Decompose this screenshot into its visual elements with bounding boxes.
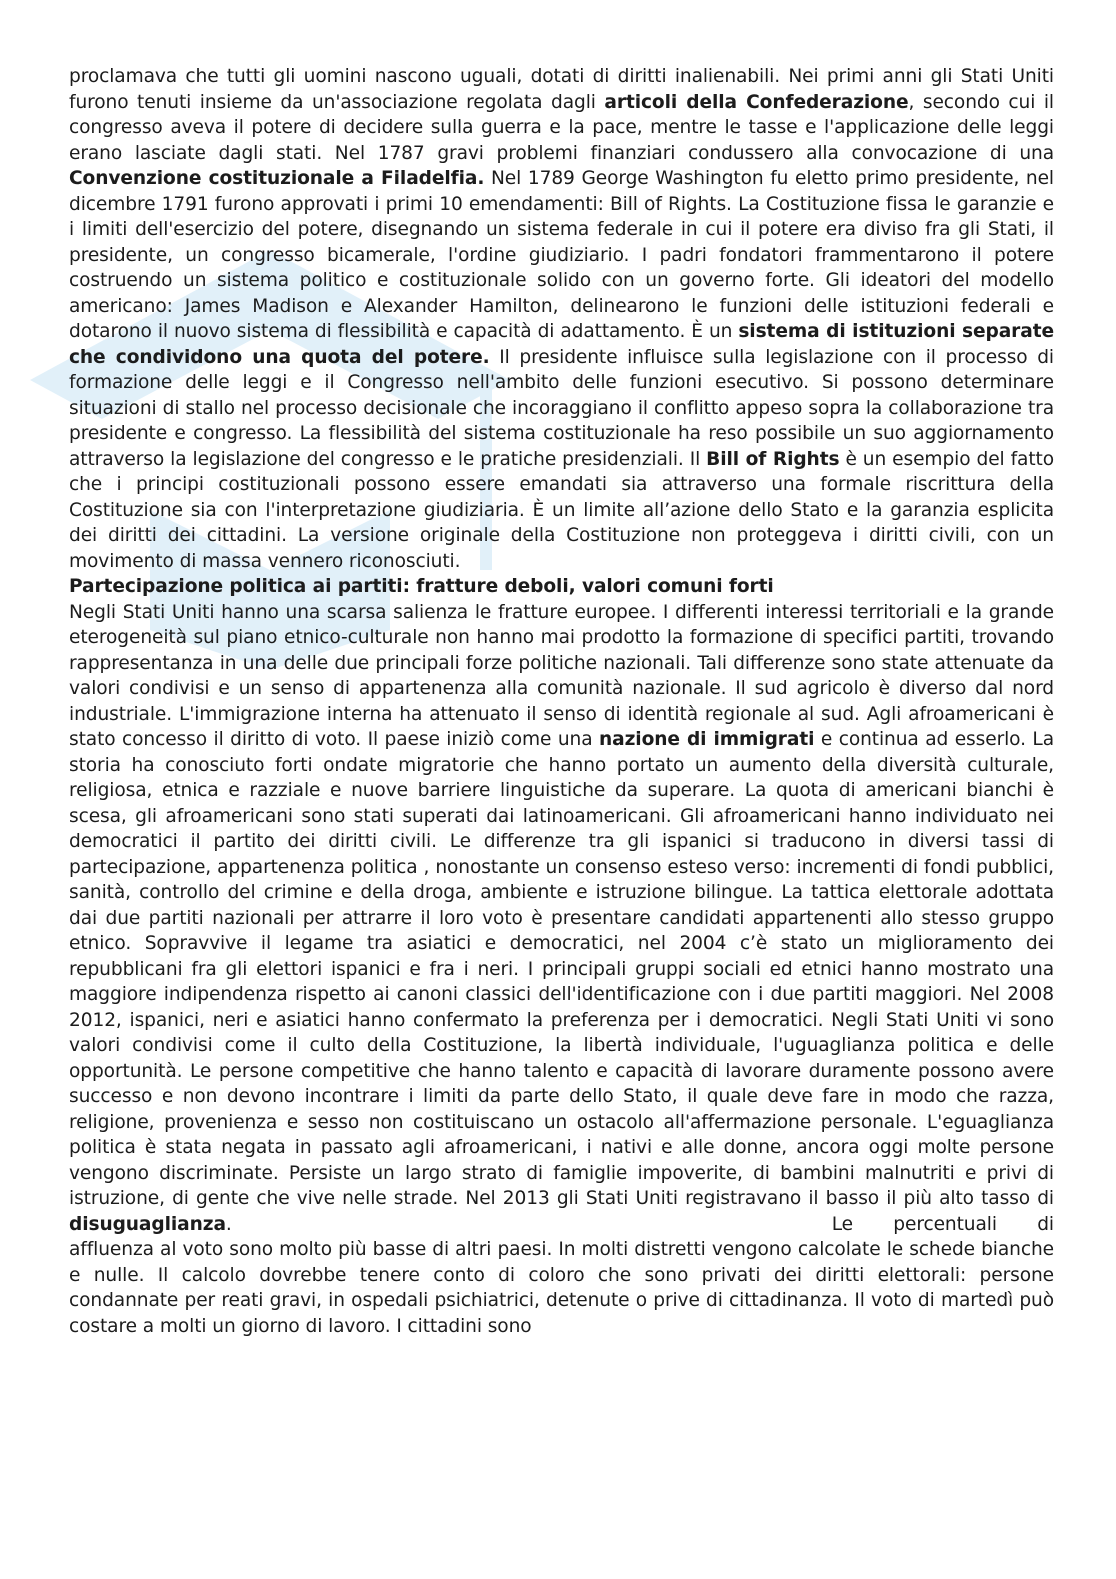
- bold-term-disuguaglianza: disuguaglianza: [69, 1213, 226, 1235]
- bold-term-bill-of-rights: Bill of Rights: [706, 448, 840, 470]
- section-heading: Partecipazione politica ai partiti: fratture deboli, valori comuni forti: [69, 576, 774, 597]
- bold-term-convenzione: Convenzione costituzionale a Filadelfia.: [69, 168, 485, 189]
- document-body: [69, 64, 1054, 1339]
- paragraph-participation: Negli Stati Uniti hanno una scarsa salienza le fratture europee. I differenti interessi territoriali e la grande eterogeneità sul piano etnico-culturale non hanno mai prodotto la formazione di specifici partiti, trovando rappresentanza in una delle due principali forze politiche nazionali. Tali differenze sono state attenuate da valori condivisi e un senso di appartenenza alla comunità nazionale. Il sud agricolo è diverso dal nord industriale. L'immigrazione interna ha attenuato il senso di identità regionale al sud. Agli afroamericani è stato concesso il diritto di voto. Il paese iniziò come una nazione di immigrati e continua ad esserlo. La storia ha conosciuto forti ondate migratorie che hanno portato un aumento della diversità culturale, religiosa, etnica e razziale e nuove barriere linguistiche da superare. La quota di americani bianchi è scesa, gli afroamericani sono stati superati dai latinoamericani. Gli afroamericani hanno individuato nei democratici il partito dei diritti civili. Le differenze tra gli ispanici si traducono in diversi tassi di partecipazione, appartenenza politica , nonostante un consenso esteso verso: incrementi di fondi pubblici, sanità, controllo del crimine e della droga, ambiente e istruzione bilingue. La tattica elettorale adottata dai due partiti nazionali per attrarre il loro voto è presentare candidati appartenenti allo stesso gruppo etnico. Sopravvive il legame tra asiatici e democratici, nel 2004 c’è stato un miglioramento dei repubblicani fra gli elettori ispanici e fra i neri. I principali gruppi sociali ed etnici hanno mostrato una maggiore indipendenza rispetto ai canoni classici dell'identificazione con i due partiti maggiori. Nel 2008 2012, ispanici, neri e asiatici hanno confermato la preferenza per i democratici. Negli Stati Uniti vi sono valori condivisi come il culto della Costituzione, la libertà individuale, l'uguaglianza politica e delle opportunità. Le persone competitive che hanno talento e capacità di lavorare duramente possono avere successo e non devono incontrare i limiti da parte dello Stato, il quale deve fare in modo che razza, religione, provenienza e sesso non costituiscano un ostacolo all'affermazione personale. L'eguaglianza politica è stata negata in passato agli afroamericani, i nativi e alle donne, ancora oggi molte persone vengono discriminate. Persiste un largo strato di famiglie impoverite, di bambini malnutriti e privi di istruzione, di gente che vive nelle strade. Nel 2013 gli Stati Uniti registravano il basso il più alto tasso di disuguaglianza. Le percentuali di affluenza al voto sono molto più basse di altri paesi. In molti distretti vengono calcolate le schede bianche e nulle. Il calcolo dovrebbe tenere conto di coloro che sono privati dei diritti elettorali: persone condannate per reati gravi, in ospedali psichiatrici, detenute o prive di cittadinanza. Il voto di martedì può costare a molti un giorno di lavoro. I cittadini sono: [69, 601, 1054, 1337]
- bold-term-nazione: nazione di immigrati: [599, 729, 815, 750]
- bold-term-sistema: sistema di istituzioni separate che condividono una quota del potere.: [69, 321, 1054, 368]
- paragraph-constitution: proclamava che tutti gli uomini nascono uguali, dotati di diritti inalienabili. Nei primi anni gli Stati Uniti furono tenuti insieme da un'associazione regolata dagli articoli della Confederazione, secondo cui il congresso aveva il potere di decidere sulla guerra e la pace, mentre le tasse e l'applicazione delle leggi erano lasciate dagli stati. Nel 1787 gravi problemi finanziari condussero alla convocazione di una Convenzione costituzionale a Filadelfia. Nel 1789 George Washington fu eletto primo presidente, nel dicembre 1791 furono approvati i primi 10 emendamenti: Bill of Rights. La Costituzione fissa le garanzie e i limiti dell'esercizio del potere, disegnando un sistema federale in cui il potere era diviso fra gli Stati, il presidente, un congresso bicamerale, l'ordine giudiziario. I padri fondatori frammentarono il potere costruendo un sistema politico e costituzionale solido con un governo forte. Gli ideatori del modello americano: James Madison e Alexander Hamilton, delinearono le funzioni delle istituzioni federali e dotarono il nuovo sistema di flessibilità e capacità di adattamento. È un sistema di istituzioni separate che condividono una quota del potere. Il presidente influisce sulla legislazione con il processo di formazione delle leggi e il Congresso nell'ambito delle funzioni esecutivo. Si possono determinare situazioni di stallo nel processo decisionale che incoraggiano il conflitto appeso sopra la collaborazione tra presidente e congresso. La flessibilità del sistema costituzionale ha reso possibile un suo aggiornamento attraverso la legislazione del congresso e le pratiche presidenziali. Il Bill of Rights è un esempio del fatto che i principi costituzionali possono essere emandati sia attraverso una formale riscrittura della Costituzione sia con l'interpretazione giudiziaria. È un limite all’azione dello Stato e la garanzia esplicita dei diritti dei cittadini. La versione originale della Costituzione non proteggeva i diritti civili, con un movimento di massa vennero riconosciuti.: [69, 66, 1055, 572]
- bold-term-articoli: articoli della Confederazione: [604, 91, 909, 113]
